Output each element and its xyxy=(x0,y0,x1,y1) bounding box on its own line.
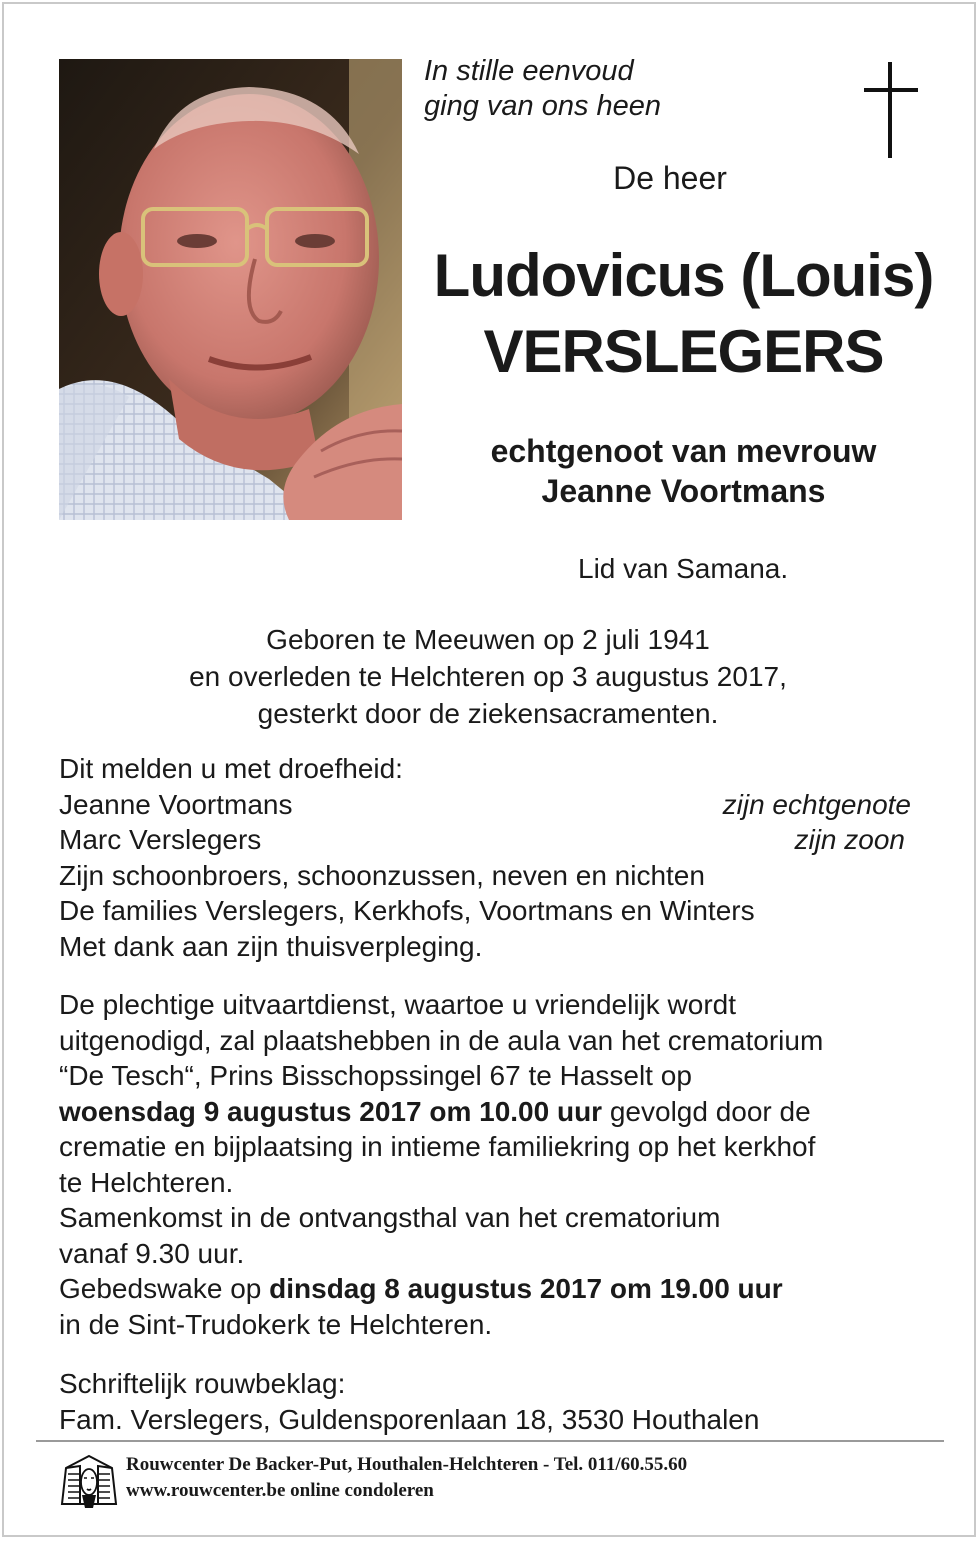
cross-icon xyxy=(862,62,922,165)
birth-line-2: en overleden te Helchteren op 3 augustus 2017, xyxy=(189,661,787,692)
funeral-service-info xyxy=(59,987,929,1342)
spouse-line-2: Jeanne Voortmans xyxy=(541,473,826,509)
deceased-name xyxy=(420,238,947,390)
service-line: te Helchteren. xyxy=(59,1166,234,1198)
portrait-photo xyxy=(59,59,402,520)
service-line: crematie en bijplaatsing in intieme familiekring op het kerkhof xyxy=(59,1131,816,1162)
announcement xyxy=(59,751,911,964)
mourner-name: Jeanne Voortmans xyxy=(59,788,293,820)
announcement-intro: Dit melden u met droefheid: xyxy=(59,753,403,784)
intro-text xyxy=(424,54,661,124)
funeral-home-footer xyxy=(126,1452,687,1504)
service-line-rest: gevolgd door de xyxy=(602,1095,811,1127)
vigil-prefix: Gebedswake op xyxy=(59,1273,270,1304)
mourner-row xyxy=(59,822,911,858)
footer-line-1: Rouwcenter De Backer-Put, Houthalen-Helchteren - Tel. 011/60.55.60 xyxy=(126,1454,688,1475)
honorific: De heer xyxy=(613,160,727,196)
service-line: “De Tesch“, Prins Bisschopssingel 67 te Hasselt op xyxy=(59,1060,692,1091)
birth-line-1: Geboren te Meeuwen op 2 juli 1941 xyxy=(266,624,710,655)
vigil-line xyxy=(59,1271,929,1307)
mourner-relation: zijn echtgenote xyxy=(722,788,911,820)
condolence-line-2: Fam. Verslegers, Guldensporenlaan 18, 3530 Houthalen xyxy=(59,1403,760,1435)
condolence-line-1: Schriftelijk rouwbeklag: xyxy=(59,1368,346,1399)
announcement-line: Met dank aan zijn thuisverpleging. xyxy=(59,930,483,962)
service-line: uitgenodigd, zal plaatshebben in de aula van het crematorium xyxy=(59,1024,824,1056)
first-name: Ludovicus (Louis) xyxy=(433,242,934,309)
condolence-address xyxy=(59,1366,759,1437)
service-line: De plechtige uitvaartdienst, waartoe u vriendelijk wordt xyxy=(59,989,737,1020)
spouse-line-1: echtgenoot van mevrouw xyxy=(490,433,877,469)
mourner-name: Marc Verslegers xyxy=(59,824,262,855)
intro-line-1: In stille eenvoud xyxy=(424,55,634,87)
announcement-line: Zijn schoonbroers, schoonzussen, neven en nichten xyxy=(59,859,705,891)
intro-line-2: ging van ons heen xyxy=(424,90,662,122)
footer-divider xyxy=(36,1440,944,1442)
spouse-info xyxy=(420,431,947,511)
service-line: Samenkomst in de ontvangsthal van het crematorium xyxy=(59,1202,721,1233)
birth-line-3: gesterkt door de ziekensacramenten. xyxy=(257,698,719,729)
service-date: woensdag 9 augustus 2017 om 10.00 uur xyxy=(59,1095,603,1127)
service-line: vanaf 9.30 uur. xyxy=(59,1237,245,1269)
pharaoh-logo-icon xyxy=(60,1454,118,1515)
mourner-row xyxy=(59,787,911,823)
membership: Lid van Samana. xyxy=(578,553,789,584)
vigil-date: dinsdag 8 augustus 2017 om 19.00 uur xyxy=(269,1273,783,1304)
announcement-line: De families Verslegers, Kerkhofs, Voortmans en Winters xyxy=(59,895,755,926)
footer-website-link[interactable]: www.rouwcenter.be online condoleren xyxy=(126,1480,434,1501)
mourner-relation: zijn zoon xyxy=(794,824,905,855)
service-date-line xyxy=(59,1094,929,1130)
service-line: in de Sint-Trudokerk te Helchteren. xyxy=(59,1308,493,1340)
last-name: VERSLEGERS xyxy=(483,318,884,385)
birth-death-info xyxy=(100,621,876,732)
